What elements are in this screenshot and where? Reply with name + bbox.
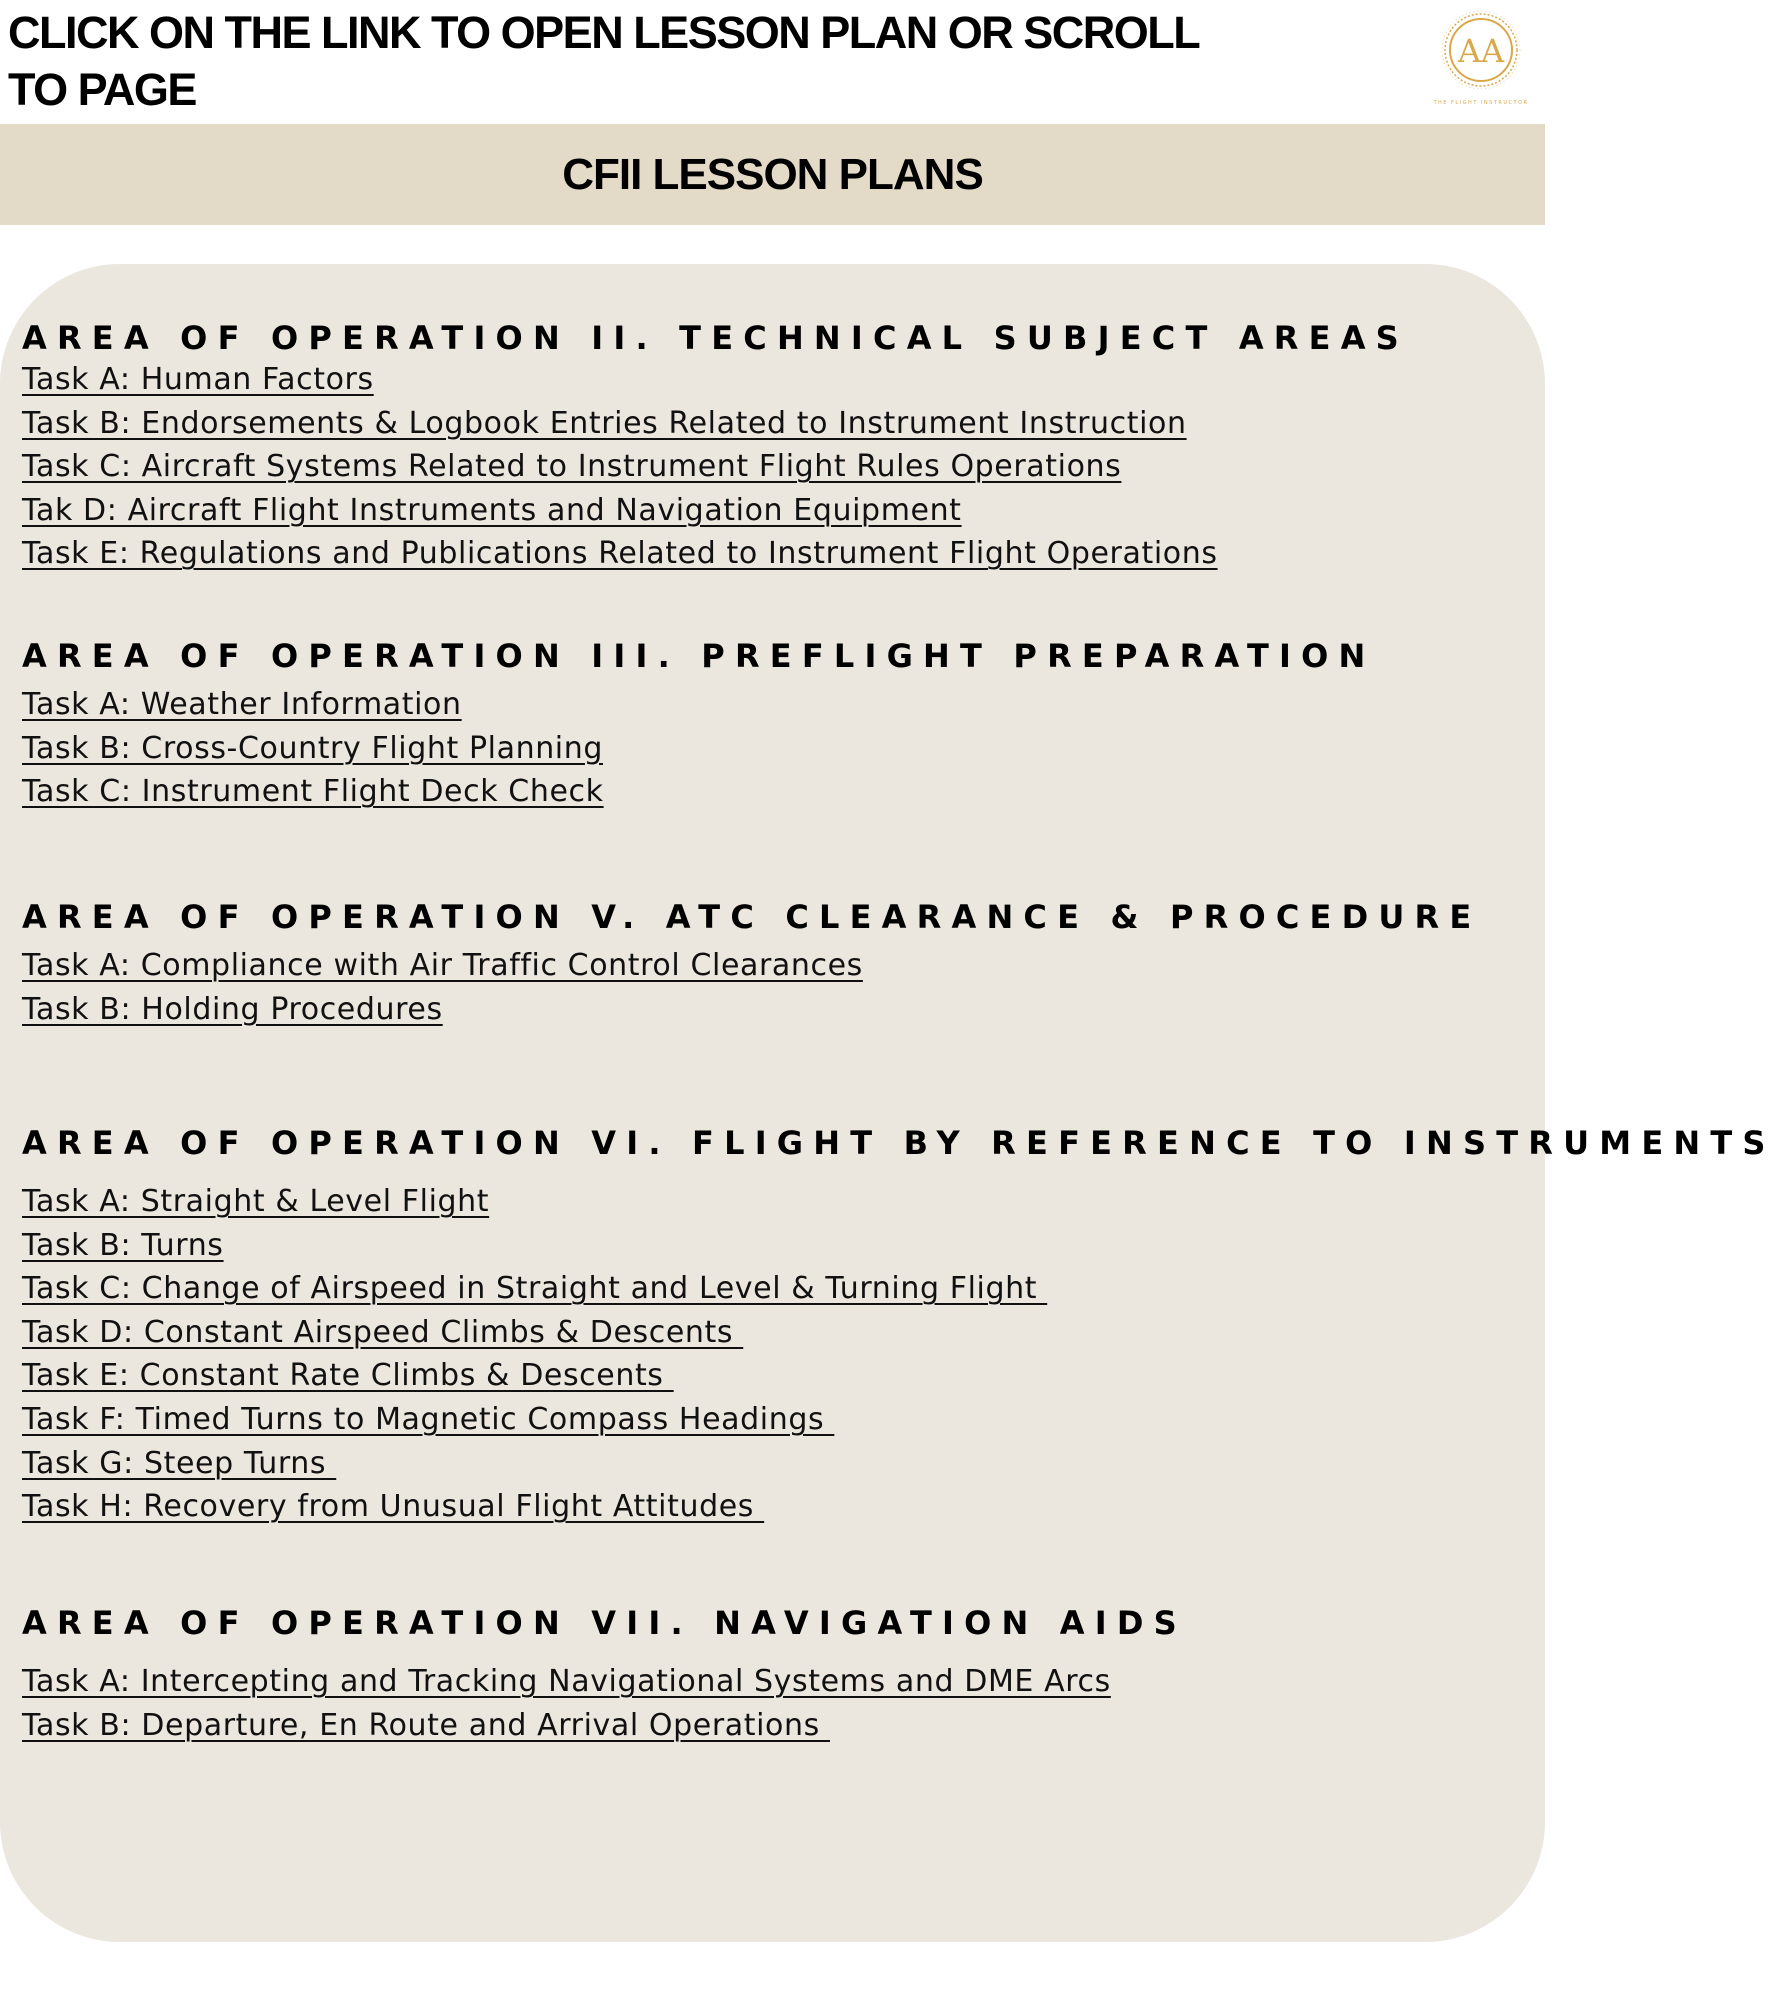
task-link[interactable]: Task C: Instrument Flight Deck Check	[22, 774, 604, 810]
task-link[interactable]: Task D: Constant Airspeed Climbs & Descents	[22, 1314, 744, 1350]
lesson-plan-panel	[0, 264, 1776, 1942]
task-link[interactable]: Tak D: Aircraft Flight Instruments and Navigation Equipment	[22, 492, 962, 528]
task-list	[22, 1660, 1522, 1747]
task-link[interactable]: Task G: Steep Turns	[22, 1445, 337, 1481]
task-link[interactable]: Task B: Turns	[22, 1227, 224, 1263]
list-item	[22, 358, 1522, 402]
area-heading: AREA OF OPERATION VII. NAVIGATION AIDS	[22, 1604, 1187, 1642]
list-item	[22, 944, 1522, 988]
task-link[interactable]: Task F: Timed Turns to Magnetic Compass Headings	[22, 1401, 835, 1437]
task-link[interactable]: Task B: Departure, En Route and Arrival Operations	[22, 1707, 830, 1743]
area-section	[22, 897, 1522, 1031]
task-list	[22, 358, 1522, 576]
page-instruction: CLICK ON THE LINK TO OPEN LESSON PLAN OR SCROLL TO PAGE	[8, 7, 1199, 115]
logo-monogram: AA	[1457, 32, 1505, 70]
task-list	[22, 944, 1522, 1031]
logo-emblem-icon	[1428, 6, 1534, 108]
list-item	[22, 445, 1522, 489]
area-heading: AREA OF OPERATION VI. FLIGHT BY REFERENCE TO INSTRUMENTS	[22, 1124, 1776, 1162]
list-item	[22, 1180, 1522, 1224]
list-item	[22, 727, 1522, 771]
list-item	[22, 1311, 1522, 1355]
area-section	[22, 1603, 1522, 1747]
task-link[interactable]: Task E: Regulations and Publications Related to Instrument Flight Operations	[22, 536, 1218, 572]
page-title: CFII LESSON PLANS	[562, 149, 983, 199]
task-link[interactable]: Task C: Change of Airspeed in Straight and Level & Turning Flight	[22, 1271, 1048, 1307]
title-band	[0, 124, 1545, 225]
task-link[interactable]: Task A: Human Factors	[22, 362, 374, 397]
list-item	[22, 1660, 1522, 1704]
task-link[interactable]: Task A: Compliance with Air Traffic Control Clearances	[22, 948, 863, 983]
task-link[interactable]: Task B: Endorsements & Logbook Entries Related to Instrument Instruction	[22, 405, 1187, 441]
list-item	[22, 988, 1522, 1032]
area-heading: AREA OF OPERATION V. ATC CLEARANCE & PROCEDURE	[22, 898, 1482, 936]
task-list	[22, 683, 1522, 814]
task-link[interactable]: Task C: Aircraft Systems Related to Instrument Flight Rules Operations	[22, 449, 1122, 485]
area-section	[22, 1123, 1776, 1529]
list-item	[22, 1485, 1522, 1529]
list-item	[22, 683, 1522, 727]
list-item	[22, 489, 1522, 533]
task-link[interactable]: Task B: Cross-Country Flight Planning	[22, 730, 603, 766]
task-link[interactable]: Task A: Straight & Level Flight	[22, 1184, 490, 1219]
list-item	[22, 770, 1522, 814]
brand-logo	[1428, 6, 1534, 108]
list-item	[22, 1704, 1522, 1748]
list-item	[22, 532, 1522, 576]
area-section	[22, 636, 1522, 814]
list-item	[22, 1224, 1522, 1268]
task-list	[22, 1180, 1522, 1529]
list-item	[22, 1442, 1522, 1486]
task-link[interactable]: Task A: Weather Information	[22, 687, 462, 722]
list-item	[22, 1354, 1522, 1398]
logo-tagline: THE FLIGHT INSTRUCTOR	[1433, 100, 1529, 106]
task-link[interactable]: Task H: Recovery from Unusual Flight Attitudes	[22, 1489, 765, 1525]
area-heading: AREA OF OPERATION III. PREFLIGHT PREPARATION	[22, 637, 1376, 675]
task-link[interactable]: Task A: Intercepting and Tracking Navigational Systems and DME Arcs	[22, 1664, 1111, 1699]
area-heading: AREA OF OPERATION II. TECHNICAL SUBJECT AREAS	[22, 319, 1409, 357]
list-item	[22, 1267, 1522, 1311]
area-section	[22, 318, 1522, 576]
task-link[interactable]: Task B: Holding Procedures	[22, 991, 443, 1027]
task-link[interactable]: Task E: Constant Rate Climbs & Descents	[22, 1358, 674, 1394]
list-item	[22, 1398, 1522, 1442]
list-item	[22, 402, 1522, 446]
